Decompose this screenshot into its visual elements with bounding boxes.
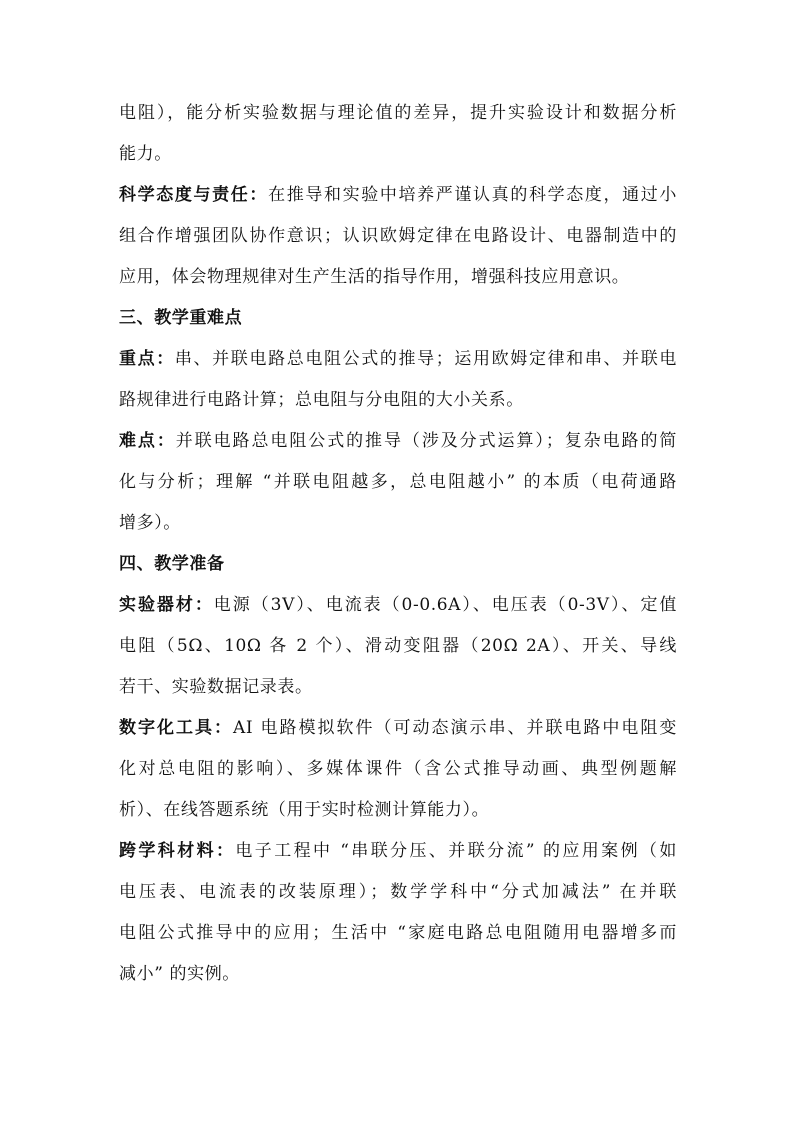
section-heading-key-points: 三、教学重难点 xyxy=(119,308,243,328)
text-line: 应用，体会物理规律对生产生活的指导作用，增强科技应用意识。 xyxy=(119,267,630,287)
paragraph-difficulties xyxy=(119,429,677,536)
paragraph-experiment-ability xyxy=(119,101,677,167)
text-line: 电压表、电流表的改装原理）；数学学科中“分式加减法” 在并联 xyxy=(119,882,677,902)
text-span: 在推导和实验中培养严谨认真的科学态度，通过小 xyxy=(268,185,677,205)
text-line: 路规律进行电路计算；总电阻与分电阻的大小关系。 xyxy=(119,390,524,410)
paragraph-interdisciplinary xyxy=(119,839,677,987)
document-page xyxy=(119,101,677,987)
paragraph-label: 重点： xyxy=(119,349,175,369)
paragraph-label: 实验器材： xyxy=(119,595,214,615)
text-line: 增多）。 xyxy=(119,513,181,533)
text-line: 能力。 xyxy=(119,144,172,164)
text-line: 组合作增强团队协作意识；认识欧姆定律在电路设计、电器制造中的 xyxy=(119,226,677,246)
text-span: 串、并联电路总电阻公式的推导；运用欧姆定律和串、并联电 xyxy=(174,349,677,369)
paragraph-label: 跨学科材料： xyxy=(119,841,236,861)
text-line: 电阻），能分析实验数据与理论值的差异，提升实验设计和数据分析 xyxy=(119,103,677,123)
paragraph-digital-tools xyxy=(119,716,677,823)
text-line: 化对总电阻的影响）、多媒体课件（含公式推导动画、典型例题解 xyxy=(119,759,677,779)
paragraph-key-points xyxy=(119,347,677,413)
text-line: 若干、实验数据记录表。 xyxy=(119,677,313,697)
paragraph-scientific-attitude xyxy=(119,183,677,290)
section-heading-preparation: 四、教学准备 xyxy=(119,554,225,574)
text-span: 电子工程中 “串联分压、并联分流” 的应用案例（如 xyxy=(235,841,677,861)
text-line: 减小” 的实例。 xyxy=(119,964,240,984)
text-line: 电阻（5Ω、10Ω 各 2 个）、滑动变阻器（20Ω 2A）、开关、导线 xyxy=(119,636,677,656)
paragraph-lab-equipment xyxy=(119,593,677,700)
text-line: 析）、在线答题系统（用于实时检测计算能力）。 xyxy=(119,800,490,820)
paragraph-label: 数字化工具： xyxy=(119,718,233,738)
paragraph-label: 科学态度与责任： xyxy=(119,185,269,205)
text-span: 电源（3V）、电流表（0-0.6A）、电压表（0-3V）、定值 xyxy=(213,595,678,615)
text-span: AI 电路模拟软件（可动态演示串、并联电路中电阻变 xyxy=(232,718,677,738)
paragraph-label: 难点： xyxy=(119,431,176,451)
text-line: 电阻公式推导中的应用；生活中 “家庭电路总电阻随用电器增多而 xyxy=(119,923,677,943)
text-line: 化与分析；理解 “并联电阻越多，总电阻越小” 的本质（电荷通路 xyxy=(119,472,677,492)
text-span: 并联电路总电阻公式的推导（涉及分式运算）；复杂电路的简 xyxy=(175,431,677,451)
